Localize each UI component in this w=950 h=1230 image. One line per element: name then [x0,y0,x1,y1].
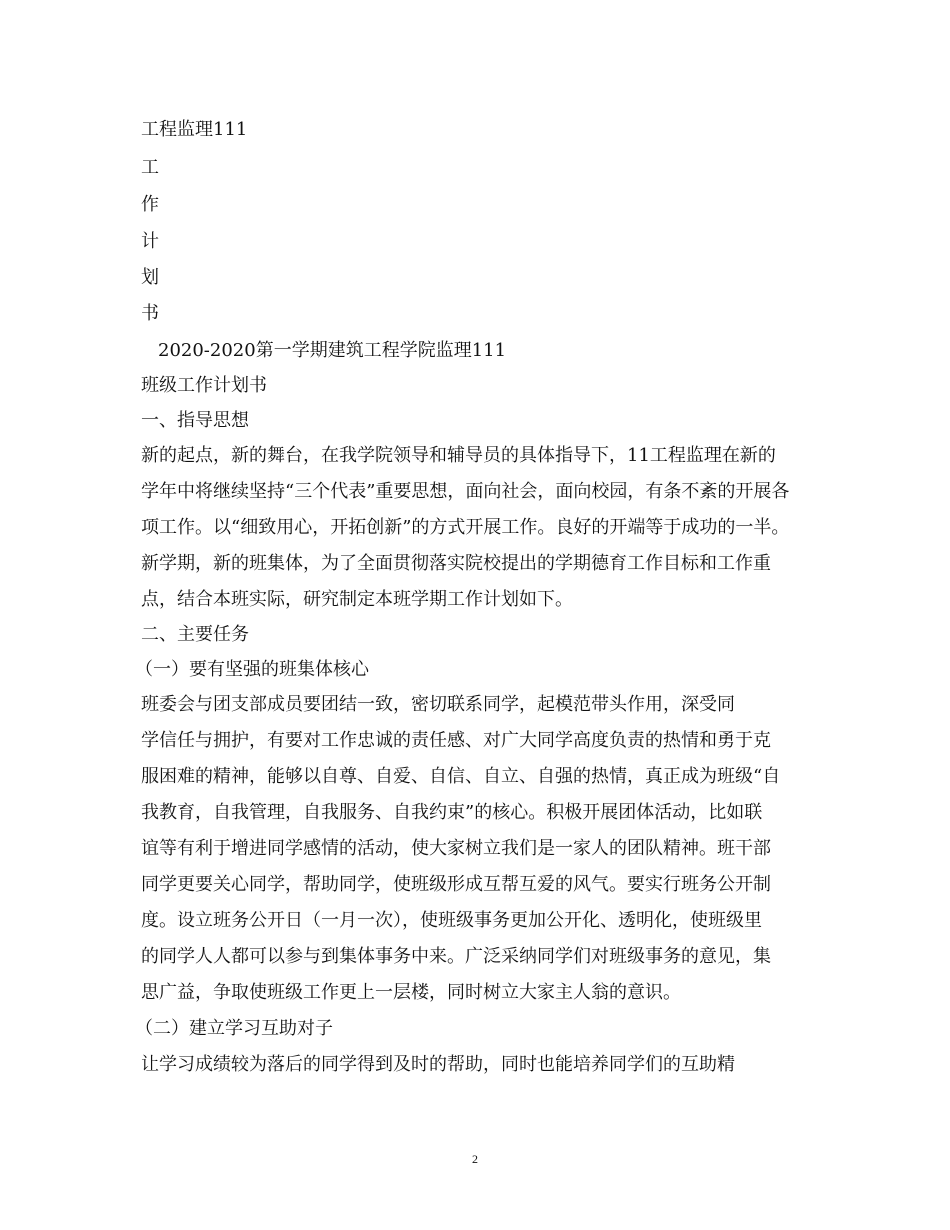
vertical-title-char: 划 [141,267,159,288]
paragraph-line: 服困难的精神，能够以自尊、自爱、自信、自立、自强的热情，真正成为班级“自 [141,766,781,787]
paragraph-line: 让学习成绩较为落后的同学得到及时的帮助，同时也能培养同学们的互助精 [141,1054,735,1075]
semester-heading: 2020-2020第一学期建筑工程学院监理111 [158,340,507,361]
paragraph-line: 度。设立班务公开日（一月一次），使班级事务更加公开化、透明化，使班级里 [141,910,762,931]
section-heading: 一、指导思想 [141,410,249,431]
section-heading: 二、主要任务 [141,624,249,645]
page-number: 2 [472,1152,478,1166]
paragraph-line: 新学期，新的班集体，为了全面贯彻落实院校提出的学期德育工作目标和工作重 [141,553,771,574]
plan-heading: 班级工作计划书 [141,375,267,396]
paragraph-line: 项工作。以“细致用心，开拓创新”的方式开展工作。良好的开端等于成功的一半。 [141,517,790,538]
vertical-title-char: 作 [141,194,159,215]
vertical-title-char: 书 [141,303,159,324]
subsection-heading: （一）要有坚强的班集体核心 [135,659,369,680]
paragraph-line: 同学更要关心同学，帮助同学，使班级形成互帮互爱的风气。要实行班务公开制 [141,874,771,895]
paragraph-line: 新的起点，新的舞台，在我学院领导和辅导员的具体指导下，11工程监理在新的 [141,445,776,466]
paragraph-line: 学年中将继续坚持“三个代表”重要思想，面向社会，面向校园，有条不紊的开展各 [141,481,790,502]
paragraph-line: 思广益，争取使班级工作更上一层楼，同时树立大家主人翁的意识。 [141,982,681,1003]
paragraph-line: 谊等有利于增进同学感情的活动，使大家树立我们是一家人的团队精神。班干部 [141,838,771,859]
paragraph-line: 我教育，自我管理，自我服务、自我约束”的核心。积极开展团体活动，比如联 [141,802,763,823]
vertical-title-char: 计 [141,231,159,252]
doc-title-line: 工程监理111 [141,119,248,140]
paragraph-line: 班委会与团支部成员要团结一致，密切联系同学，起模范带头作用，深受同 [141,694,735,715]
paragraph-line: 学信任与拥护，有要对工作忠诚的责任感、对广大同学高度负责的热情和勇于克 [141,730,771,751]
subsection-heading: （二）建立学习互助对子 [135,1018,333,1039]
paragraph-line: 的同学人人都可以参与到集体事务中来。广泛采纳同学们对班级事务的意见，集 [141,946,771,967]
paragraph-line: 点，结合本班实际，研究制定本班学期工作计划如下。 [141,589,573,610]
vertical-title-char: 工 [141,157,159,178]
